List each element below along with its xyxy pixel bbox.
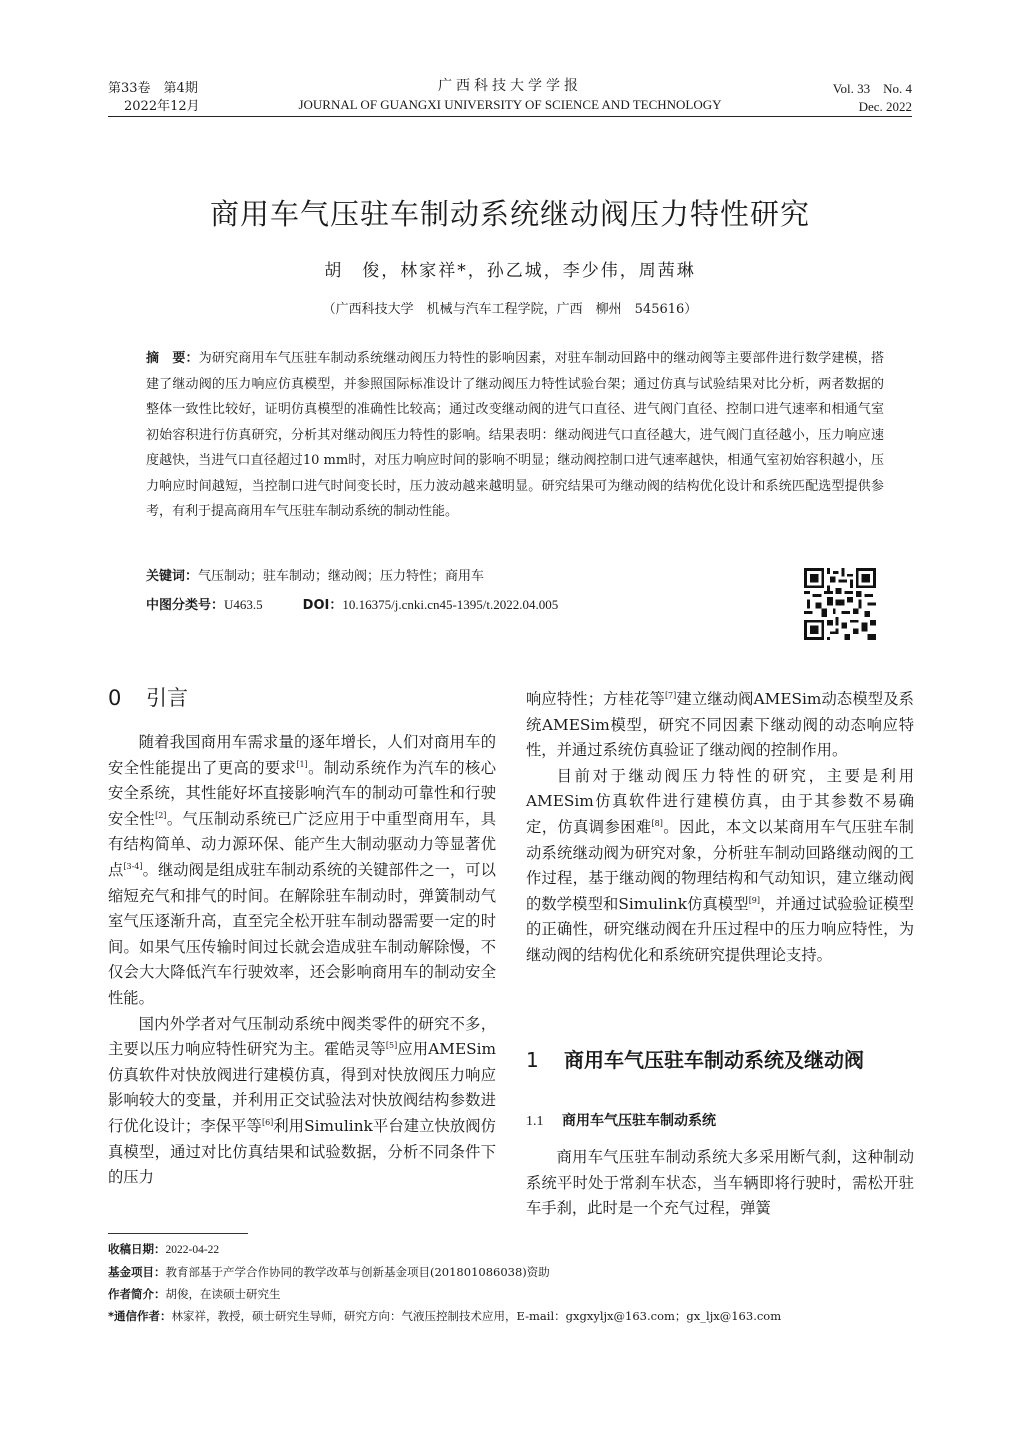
- citation[interactable]: [2]: [155, 810, 167, 820]
- subsection-title: 商用车气压驻车制动系统: [562, 1113, 716, 1129]
- journal-issue-cn: [108, 80, 258, 116]
- qr-code-icon[interactable]: [804, 568, 876, 640]
- fund-info: 基金项目：教育部基于产学合作协同的教学改革与创新基金项目(201801086038)资助: [108, 1265, 550, 1279]
- paragraph: 国内外学者对气压制动系统中阀类零件的研究不多，主要以压力响应特性研究为主。霍皓灵等[5]应用AMESim仿真软件对快放阀进行建模仿真，得到对快放阀压力响应影响较大的变量，并利用正交试验法对快放阀结构参数进行优化设计；李保平等[6]利用Simulink平台建立快放阀仿真模型，通过对比仿真结果和试验数据，分析不同条件下的压力: [108, 1014, 496, 1187]
- header-rule: [108, 116, 912, 117]
- corresponding-author: *通信作者：林家祥，教授，硕士研究生导师，研究方向：气液压控制技术应用，E-mail：gxgxyljx@163.com；gx_ljx@163.com: [108, 1309, 782, 1323]
- journal-issue-en: [800, 80, 912, 116]
- paragraph: 目前对于继动阀压力特性的研究，主要是利用AMESim仿真软件进行建模仿真，由于其参数不易确定，仿真调参困难[8]。因此，本文以某商用车气压驻车制动系统继动阀为研究对象，分析驻车制动回路继动阀的工作过程，基于继动阀的物理结构和气动知识，建立继动阀的数学模型和Simulink仿真模型[9]，并通过试验验证模型的正确性，研究继动阀在升压过程中的压力响应特性，为继动阀的结构优化和系统研究提供理论支持。: [526, 766, 914, 964]
- citation[interactable]: [7]: [664, 690, 677, 700]
- journal-name-en: JOURNAL OF GUANGXI UNIVERSITY OF SCIENCE AND TECHNOLOGY: [298, 97, 722, 112]
- section-number: 1: [526, 1048, 539, 1072]
- abstract: [146, 346, 884, 525]
- volume-issue-cn: 第33卷 第4期: [108, 81, 198, 96]
- subsection-number: 1.1: [526, 1114, 544, 1129]
- clc-value: U463.5: [224, 597, 263, 612]
- journal-name-cn: 广西科技大学学报: [438, 78, 582, 94]
- right-column-lower: [526, 1145, 914, 1222]
- paper-title: 商用车气压驻车制动系统继动阀压力特性研究: [209, 197, 810, 231]
- citation[interactable]: [9]: [748, 895, 761, 905]
- section-title: 商用车气压驻车制动系统及继动阀: [564, 1048, 864, 1072]
- author-bio: 作者简介：胡俊，在读硕士研究生: [108, 1287, 281, 1301]
- abstract-text: 为研究商用车气压驻车制动系统继动阀压力特性的影响因素，对驻车制动回路中的继动阀等主要部件进行数学建模，搭建了继动阀的压力响应仿真模型，并参照国际标准设计了继动阀压力特性试验台架；通过仿真与试验结果对比分析，两者数据的整体一致性比较好，证明仿真模型的准确性比较高；通过改变继动阀的进气口直径、进气阀门直径、控制口进气速率和相通气室初始容积进行仿真研究，分析其对继动阀压力特性的影响。结果表明：继动阀进气口直径越大，进气阀门直径越小，压力响应速度越快，当进气口直径超过10 mm时，对压力响应时间的影响不明显；继动阀控制口进气速率越快，相通气室初始容积越小，压力响应时间越短，当控制口进气时间变长时，压力波动越来越明显。研究结果可为继动阀的结构优化设计和系统匹配选型提供参考，有利于提高商用车气压驻车制动系统的制动性能。: [146, 351, 884, 519]
- citation[interactable]: [3-4]: [123, 861, 143, 871]
- citation[interactable]: [1]: [296, 759, 308, 769]
- section-title: 引言: [146, 686, 188, 710]
- citation[interactable]: [6]: [261, 1117, 274, 1127]
- doi-value: 10.16375/j.cnki.cn45-1395/t.2022.04.005: [342, 597, 559, 612]
- keywords-label: 关键词：: [146, 569, 199, 584]
- journal-name: [260, 76, 760, 114]
- paragraph: 随着我国商用车需求量的逐年增长，人们对商用车的安全性能提出了更高的要求[1]。制动系统作为汽车的核心安全系统，其性能好坏直接影响汽车的制动可靠性和行驶安全性[2]。气压制动系统已广泛应用于中重型商用车，具有结构简单、动力源环保、能产生大制动驱动力等显著优点[3-4]。继动阀是组成驻车制动系统的关键部件之一，可以缩短充气和排气的时间。在解除驻车制动时，弹簧制动气室气压逐渐升高，直至完全松开驻车制动器需要一定的时间。如果气压传输时间过长就会造成驻车制动解除慢，不仅会大大降低汽车行驶效率，还会影响商用车的制动安全性能。: [108, 733, 496, 1007]
- citation[interactable]: [5]: [385, 1041, 398, 1051]
- keywords-text: 气压制动；驻车制动；继动阀；压力特性；商用车: [198, 569, 485, 584]
- citation[interactable]: [8]: [651, 818, 663, 828]
- classification: [146, 595, 786, 616]
- volume-issue-en: Vol. 33 No. 4: [832, 81, 912, 96]
- left-column: [108, 730, 496, 1191]
- right-column: [526, 687, 914, 969]
- paragraph: 响应特性；方桂花等[7]建立继动阀AMESim动态模型及系统AMESim模型，研究不同因素下继动阀的动态响应特性，并通过系统仿真验证了继动阀的控制作用。: [526, 690, 914, 760]
- footnote-rule: [108, 1233, 248, 1234]
- author-list: 胡 俊，林家祥*，孙乙城，李少伟，周茜琳: [324, 261, 696, 281]
- subsection-1-1-heading: [526, 1110, 716, 1130]
- abstract-label: 摘 要：: [146, 351, 199, 366]
- doi-label: DOI：: [302, 598, 343, 613]
- date-en: Dec. 2022: [858, 99, 912, 114]
- section-1-heading: [526, 1044, 864, 1073]
- affiliation: （广西科技大学 机械与汽车工程学院，广西 柳州 545616）: [322, 302, 698, 317]
- paragraph: 商用车气压驻车制动系统大多采用断气刹，这种制动系统平时处于常刹车状态，当车辆即将行驶时，需松开驻车手刹，此时是一个充气过程，弹簧: [526, 1148, 914, 1218]
- date-cn: 2022年12月: [124, 99, 200, 114]
- section-0-heading: [108, 682, 188, 712]
- section-number: 0: [108, 686, 122, 710]
- clc-label: 中图分类号：: [146, 598, 225, 613]
- keywords: [146, 567, 786, 587]
- received-date: 收稿日期：2022-04-22: [108, 1242, 220, 1256]
